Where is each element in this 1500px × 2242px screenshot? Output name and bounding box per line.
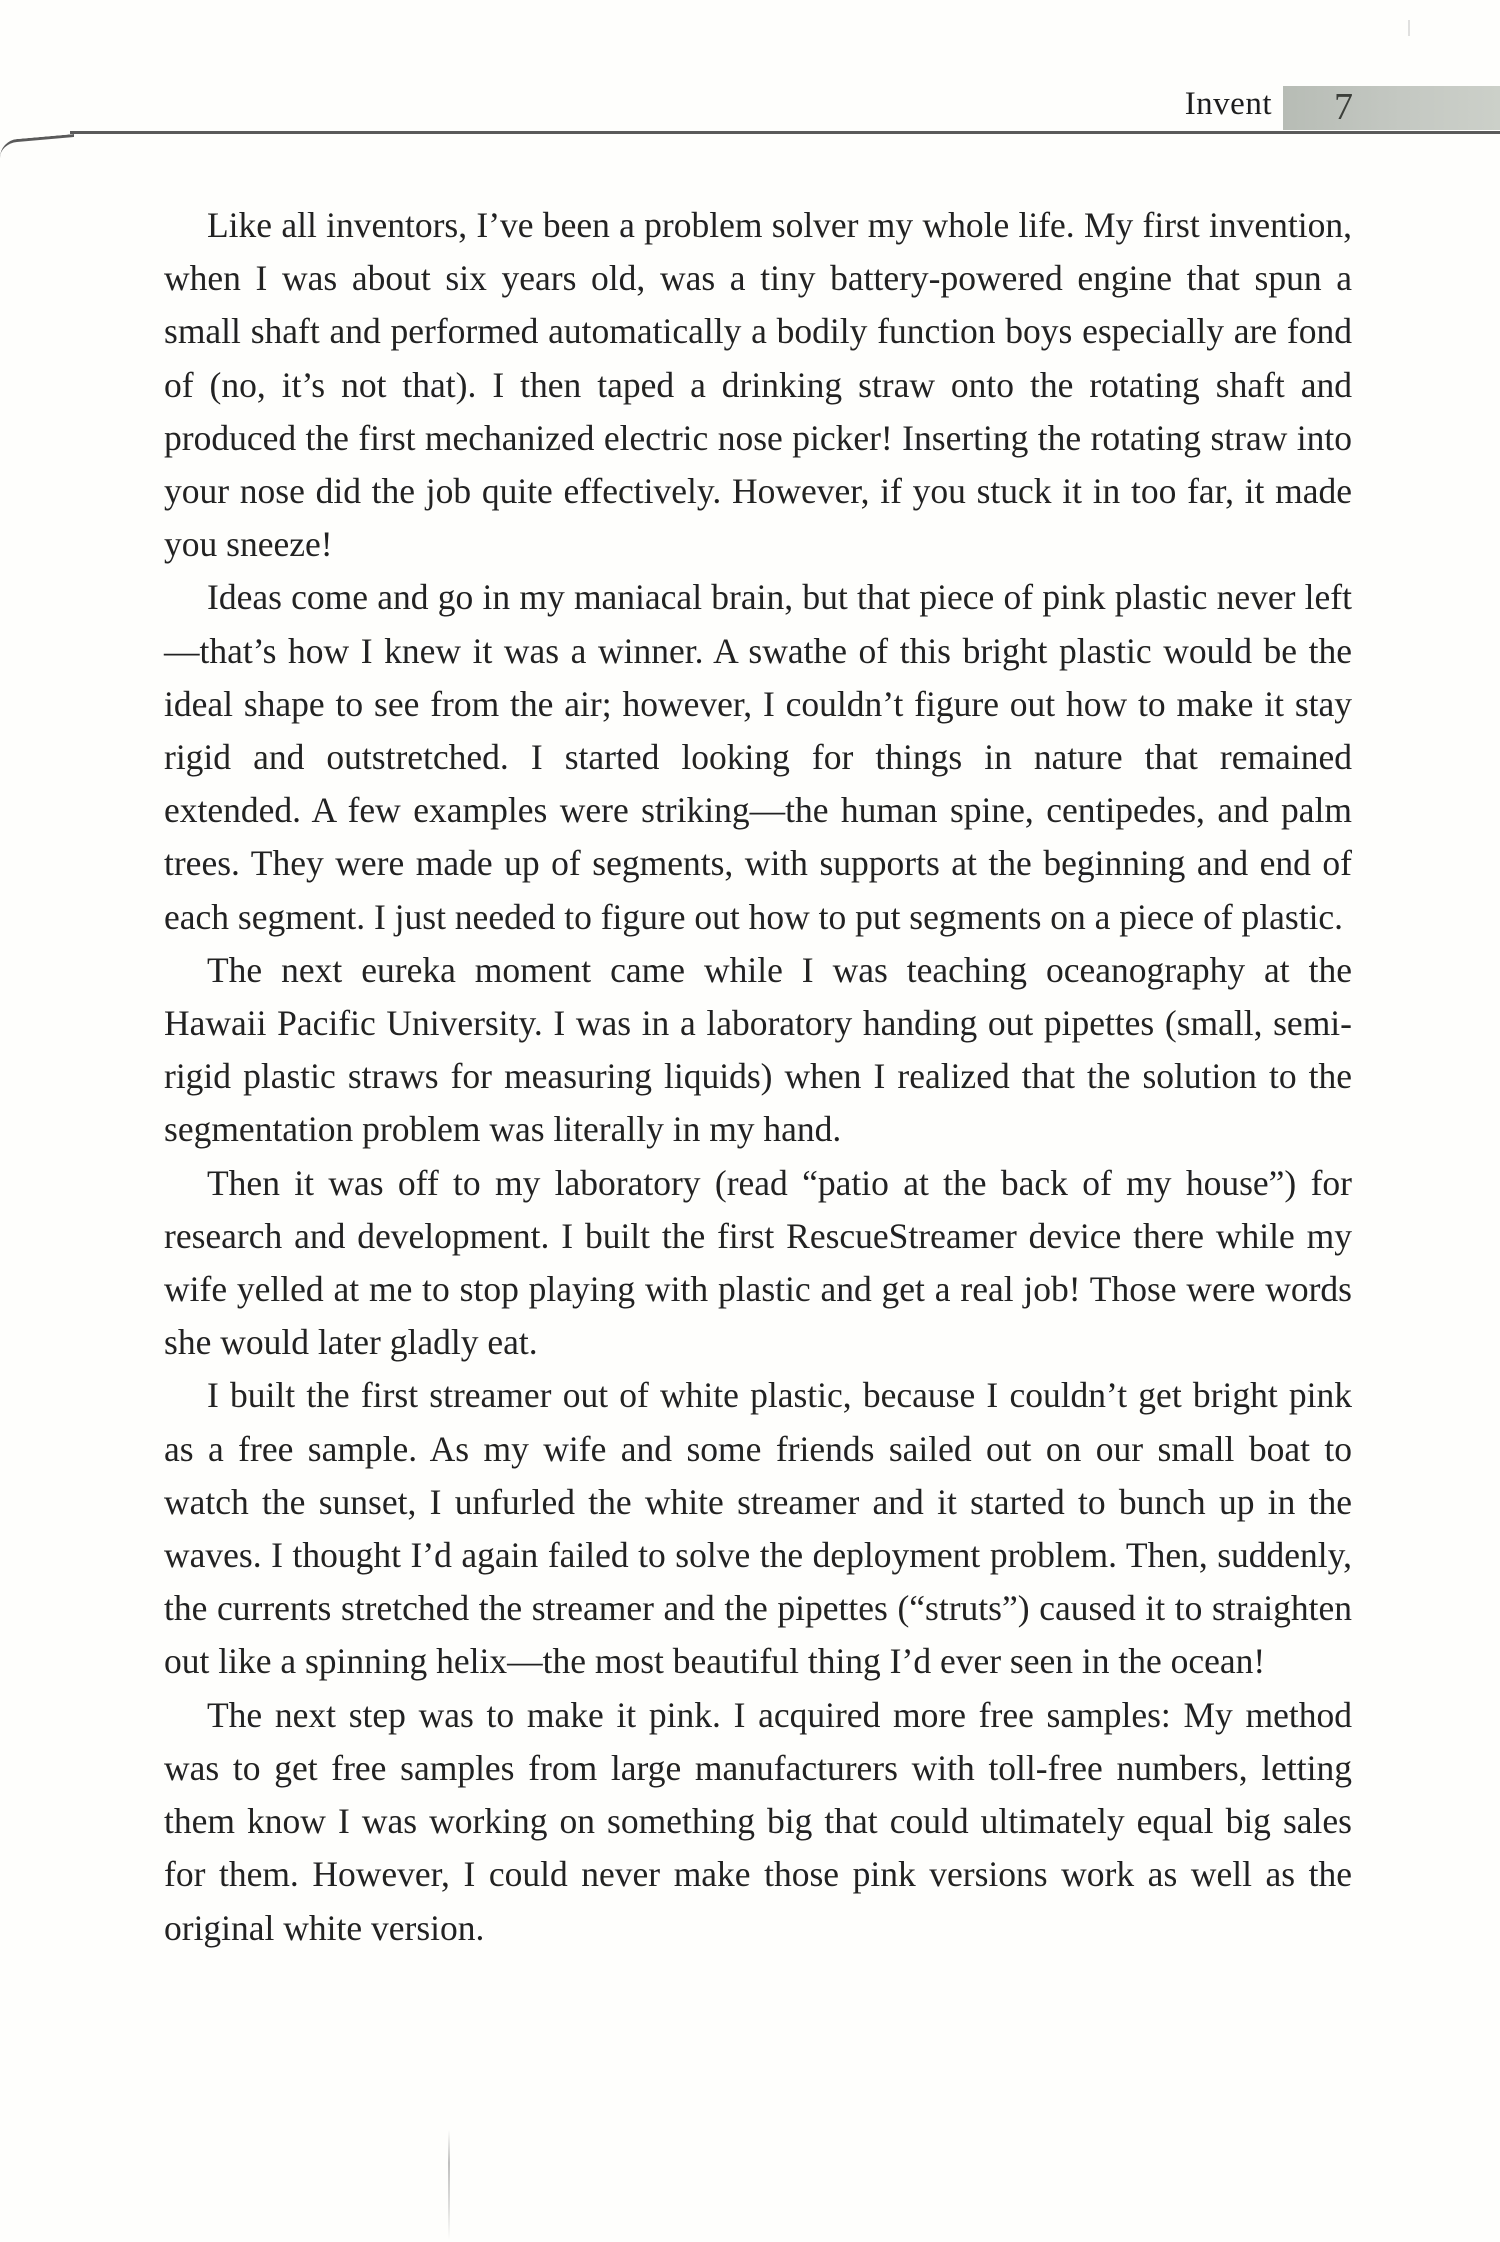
page-number: 7 — [1334, 86, 1353, 128]
paragraph: The next eureka moment came while I was teaching oceanography at the Hawaii Pacific University. I was in a laboratory handing out pipettes (small, semi-rigid plastic straws for measuring liquids) when I realized that the solution to the segmentation problem was literally in my hand. — [164, 949, 1352, 1150]
scan-artifact — [1408, 20, 1410, 36]
body-text — [164, 199, 1352, 1955]
paragraph: Like all inventors, I’ve been a problem solver my whole life. My first invention, when I was about six years old, was a tiny battery-powered engine that spun a small shaft and performed automatically a bodily function boys especially are fond of (no, it’s not that). I then taped a drinking straw onto the rotating shaft and produced the first mechanized electric nose picker! Inserting the rotating straw into your nose did the job quite effectively. However, if you stuck it in too far, it made you sneeze! — [164, 205, 1352, 565]
paragraph: Ideas come and go in my maniacal brain, but that piece of pink plastic never left—that’s how I knew it was a winner. A swathe of this bright plastic would be the ideal shape to see from the air; however, I couldn’t figure out how to make it stay rigid and outstretched. I started looking for things in nature that remained extended. A few examples were striking—the human spine, centipedes, and palm trees. They were made up of segments, with supports at the beginning and end of each segment. I just needed to figure out how to put segments on a piece of plastic. — [164, 577, 1352, 937]
paragraph: I built the first streamer out of white plastic, because I couldn’t get bright pink as a free sample. As my wife and some friends sailed out on our small boat to watch the sunset, I unfurled the white streamer and it started to bunch up in the waves. I thought I’d again failed to solve the deployment problem. Then, suddenly, the currents stretched the streamer and the pipettes (“struts”) caused it to straighten out like a spinning helix—the most beautiful thing I’d ever seen in the ocean! — [164, 1375, 1352, 1682]
chapter-title: Invent — [1184, 86, 1272, 122]
header-rule — [70, 131, 1500, 134]
scan-artifact — [448, 2130, 450, 2240]
paragraph: Then it was off to my laboratory (read “patio at the back of my house”) for research and development. I built the first RescueStreamer device there while my wife yelled at me to stop playing with plastic and get a real job! Those were words she would later gladly eat. — [164, 1162, 1352, 1363]
running-head — [0, 82, 1500, 134]
page-number-tab — [1283, 86, 1500, 130]
header-rule-curl — [0, 134, 74, 157]
paragraph: The next step was to make it pink. I acquired more free samples: My method was to get free samples from large manufacturers with toll-free numbers, letting them know I was working on something big that could ultimately equal big sales for them. However, I could never make those pink versions work as well as the original white version. — [164, 1694, 1352, 1948]
